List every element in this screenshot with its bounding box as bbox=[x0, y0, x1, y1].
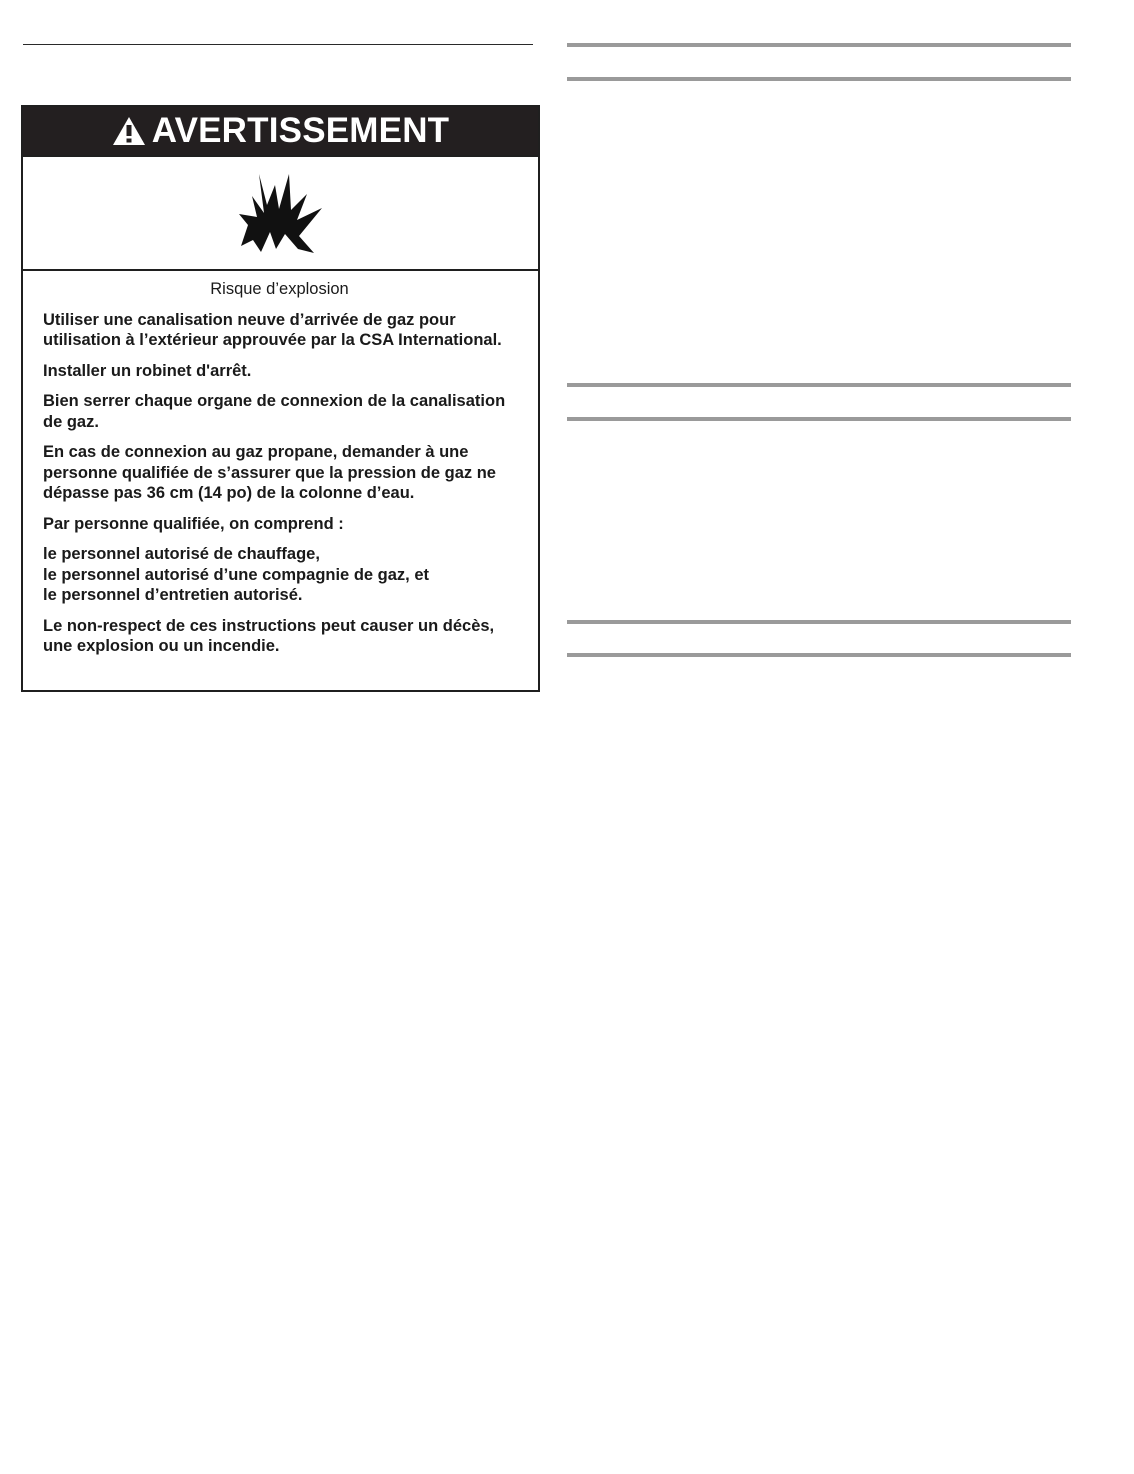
instruction-paragraph: Utiliser une canalisation neuve d’arrivée de gaz pour utilisation à l’extérieur approuvée par la CSA International. bbox=[43, 310, 502, 349]
instruction-paragraph: Bien serrer chaque organe de connexion de la canalisation de gaz. bbox=[43, 392, 506, 431]
instruction-paragraph: Par personne qualifiée, on comprend : bbox=[43, 514, 344, 533]
alert-triangle-icon bbox=[112, 116, 146, 146]
hazard-title: Risque d’explosion bbox=[210, 280, 349, 298]
section-rule-2-bottom bbox=[567, 417, 1071, 421]
section-rule-3-bottom bbox=[567, 653, 1071, 657]
consequence-paragraph: Le non-respect de ces instructions peut causer un décès, une explosion ou un incendie. bbox=[43, 616, 495, 655]
warning-header bbox=[23, 107, 538, 157]
list-item: le personnel autorisé de chauffage, bbox=[43, 545, 320, 563]
section-rule-3-top bbox=[567, 620, 1071, 624]
instruction-paragraph: Installer un robinet d'arrêt. bbox=[43, 361, 252, 380]
section-rule-1-top bbox=[567, 43, 1071, 47]
hazard-symbol-panel bbox=[23, 157, 538, 271]
section-rule-1-bottom bbox=[567, 77, 1071, 81]
list-item: le personnel d’entretien autorisé. bbox=[43, 586, 303, 604]
warning-header-label: AVERTISSEMENT bbox=[151, 111, 450, 150]
explosion-icon bbox=[238, 170, 324, 256]
section-rule-2-top bbox=[567, 383, 1071, 387]
warning-body bbox=[23, 271, 538, 657]
top-divider bbox=[23, 44, 533, 45]
list-item: le personnel autorisé d’une compagnie de gaz, et bbox=[43, 565, 430, 584]
qualified-persons-list bbox=[43, 544, 516, 606]
warning-box bbox=[21, 105, 540, 692]
instruction-paragraph: En cas de connexion au gaz propane, demander à une personne qualifiée de s’assurer que la pression de gaz ne dépasse pas 36 cm (14 po) de la colonne d’eau. bbox=[43, 443, 496, 502]
